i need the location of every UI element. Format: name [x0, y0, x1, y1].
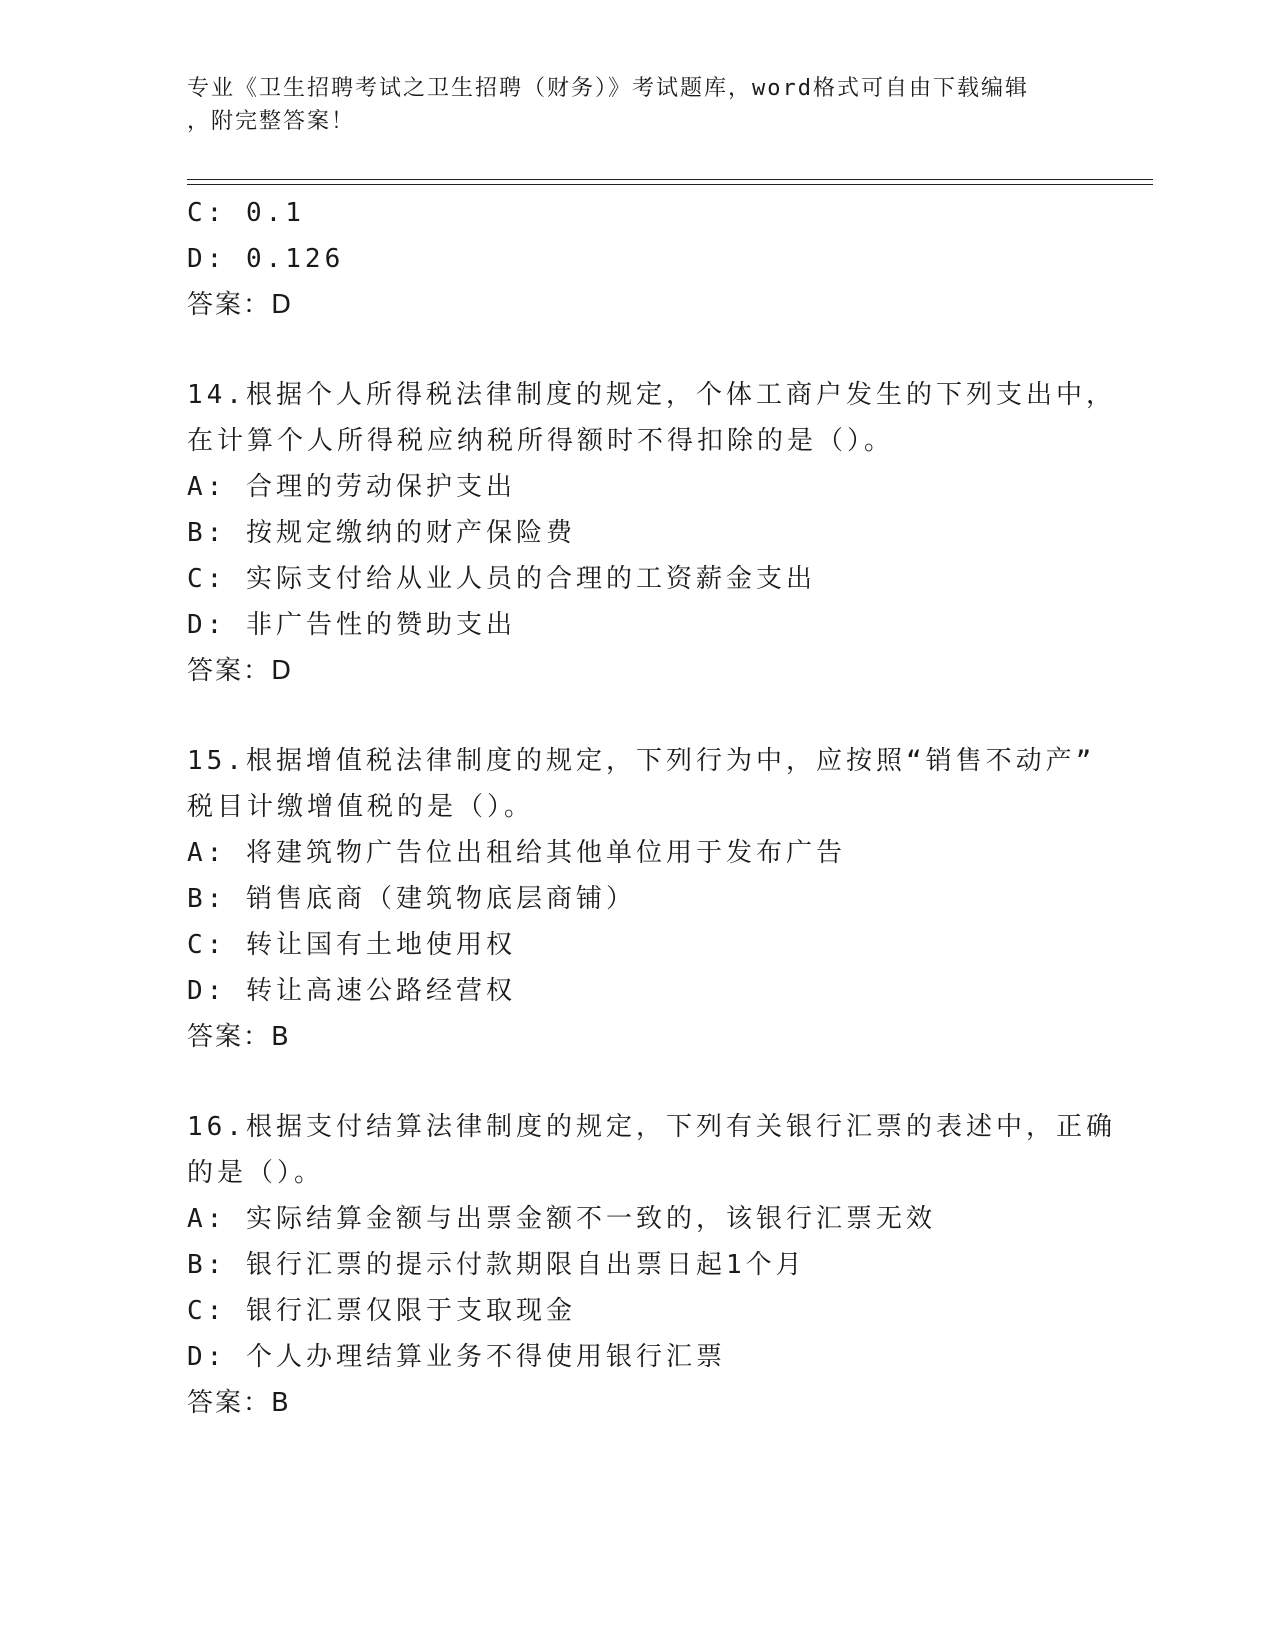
- option-a: A: 实际结算金额与出票金额不一致的，该银行汇票无效: [187, 1204, 936, 1234]
- answer-line: 答案：D: [187, 290, 294, 320]
- question-list: [187, 190, 1147, 1470]
- answer-line: 答案：B: [187, 1388, 291, 1418]
- question-stem-line-1: 15.根据增值税法律制度的规定，下列行为中，应按照“销售不动产”: [187, 746, 1096, 776]
- option-d: D: 转让高速公路经营权: [187, 976, 516, 1006]
- option-c: C: 银行汇票仅限于支取现金: [187, 1296, 576, 1326]
- header-title-line-2: ，附完整答案！: [187, 109, 356, 134]
- question-15: [187, 738, 1147, 1060]
- document-header: [187, 72, 1087, 138]
- question-16: [187, 1104, 1147, 1426]
- header-title-line-1: 专业《卫生招聘考试之卫生招聘（财务）》考试题库，word格式可自由下载编辑: [187, 76, 1029, 101]
- option-d: D: 个人办理结算业务不得使用银行汇票: [187, 1342, 726, 1372]
- option-b: B: 销售底商（建筑物底层商铺）: [187, 884, 636, 914]
- header-divider-bottom: [187, 184, 1153, 185]
- question-stem-line-1: 16.根据支付结算法律制度的规定，下列有关银行汇票的表述中，正确: [187, 1112, 1116, 1142]
- option-a: A: 将建筑物广告位出租给其他单位用于发布广告: [187, 838, 846, 868]
- header-divider-top: [187, 179, 1153, 180]
- question-14: [187, 372, 1147, 694]
- question-stem-line-2: 的是（）。: [187, 1158, 325, 1188]
- question-13-continued: [187, 190, 1147, 328]
- option-b: B: 银行汇票的提示付款期限自出票日起1个月: [187, 1250, 806, 1280]
- question-stem-line-2: 税目计缴增值税的是（）。: [187, 792, 535, 822]
- option-c: C: 0.1: [187, 198, 305, 228]
- option-b: B: 按规定缴纳的财产保险费: [187, 518, 576, 548]
- option-a: A: 合理的劳动保护支出: [187, 472, 516, 502]
- answer-line: 答案：D: [187, 656, 294, 686]
- option-c: C: 转让国有土地使用权: [187, 930, 516, 960]
- option-c: C: 实际支付给从业人员的合理的工资薪金支出: [187, 564, 816, 594]
- question-stem-line-1: 14.根据个人所得税法律制度的规定，个体工商户发生的下列支出中，: [187, 380, 1116, 410]
- option-d: D: 非广告性的赞助支出: [187, 610, 516, 640]
- question-stem-line-2: 在计算个人所得税应纳税所得额时不得扣除的是（）。: [187, 426, 895, 456]
- option-d: D: 0.126: [187, 244, 345, 274]
- answer-line: 答案：B: [187, 1022, 291, 1052]
